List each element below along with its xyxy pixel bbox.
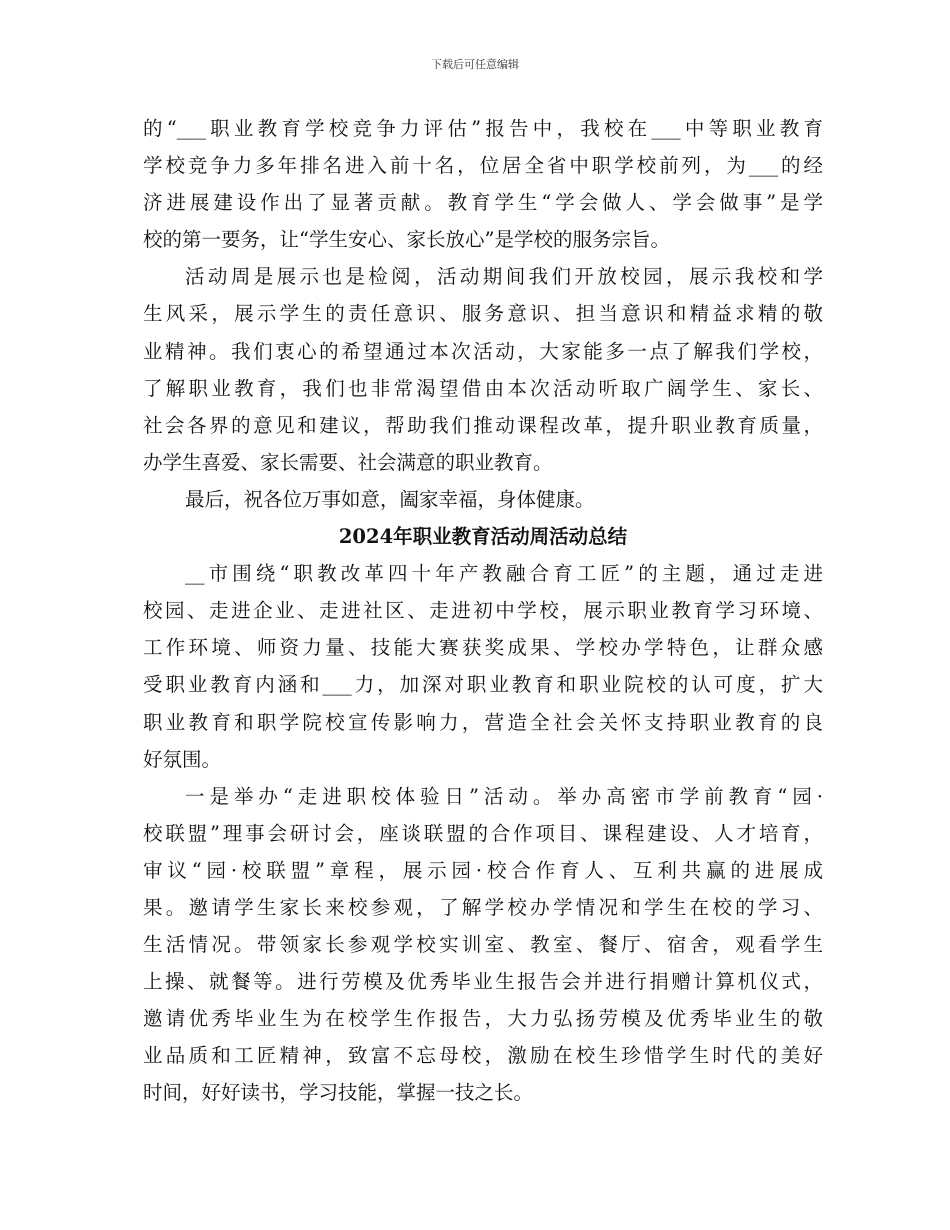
text-line: 审议“园·校联盟”章程，展示园·校合作育人、互利共赢的进展成 xyxy=(143,858,823,882)
text-line: 了解职业教育，我们也非常渴望借由本次活动听取广阔学生、家长、 xyxy=(143,376,823,400)
text-line: 校园、走进企业、走进社区、走进初中学校，展示职业教育学习环境、 xyxy=(143,599,823,623)
text-line: 活动周是展示也是检阅，活动期间我们开放校园，展示我校和学 xyxy=(185,265,823,289)
paragraph-2 xyxy=(143,258,823,481)
text-line: 生活情况。带领家长参观学校实训室、教室、餐厅、宿舍，观看学生 xyxy=(143,933,823,957)
paragraph-1 xyxy=(143,110,823,258)
paragraph-4 xyxy=(143,555,823,778)
text-line: 济进展建设作出了显著贡献。教育学生“学会做人、学会做事”是学 xyxy=(143,191,823,215)
document-body xyxy=(143,110,823,1112)
text-line: 最后，祝各位万事如意，阖家幸福，身体健康。 xyxy=(185,487,595,511)
text-line: 时间，好好读书，学习技能，掌握一技之长。 xyxy=(143,1081,534,1105)
text-line: 学校竞争力多年排名进入前十名，位居全省中职学校前列，为___的经 xyxy=(143,154,823,178)
text-line: 社会各界的意见和建议，帮助我们推动课程改革，提升职业教育质量， xyxy=(143,413,823,437)
text-line: 工作环境、师资力量、技能大赛获奖成果、学校办学特色，让群众感 xyxy=(143,636,823,660)
paragraph-3 xyxy=(143,481,823,518)
text-line: 业精神。我们衷心的希望通过本次活动，大家能多一点了解我们学校， xyxy=(143,339,823,363)
text-line: 办学生喜爱、家长需要、社会满意的职业教育。 xyxy=(143,450,553,474)
paragraph-5 xyxy=(143,778,823,1112)
text-line: 校的第一要务，让“学生安心、家长放心”是学校的服务宗旨。 xyxy=(143,228,670,252)
text-line: __市围绕“职教改革四十年产教融合育工匠”的主题，通过走进 xyxy=(185,562,823,586)
text-line: 邀请优秀毕业生为在校学生作报告，大力弘扬劳模及优秀毕业生的敬 xyxy=(143,1007,823,1031)
text-line: 一是举办“走进职校体验日”活动。举办高密市学前教育“园· xyxy=(185,784,823,808)
text-line: 的“___职业教育学校竞争力评估”报告中，我校在___中等职业教育 xyxy=(143,117,823,140)
text-line: 业品质和工匠精神，致富不忘母校，激励在校生珍惜学生时代的美好 xyxy=(143,1044,823,1068)
text-line: 校联盟”理事会研讨会，座谈联盟的合作项目、课程建设、人才培育， xyxy=(143,821,823,845)
section-title: 2024年职业教育活动周活动总结 xyxy=(338,525,628,549)
text-line: 受职业教育内涵和___力，加深对职业教育和职业院校的认可度，扩大 xyxy=(143,673,823,697)
page-header: 下载后可任意编辑 xyxy=(431,58,519,71)
text-line: 生风采，展示学生的责任意识、服务意识、担当意识和精益求精的敬 xyxy=(143,302,823,326)
text-line: 上操、就餐等。进行劳模及优秀毕业生报告会并进行捐赠计算机仪式， xyxy=(143,970,823,994)
text-line: 职业教育和职学院校宣传影响力，营造全社会关怀支持职业教育的良 xyxy=(143,710,823,734)
text-line: 果。邀请学生家长来校参观，了解学校办学情况和学生在校的学习、 xyxy=(143,895,823,919)
text-line: 好氛围。 xyxy=(143,747,222,771)
